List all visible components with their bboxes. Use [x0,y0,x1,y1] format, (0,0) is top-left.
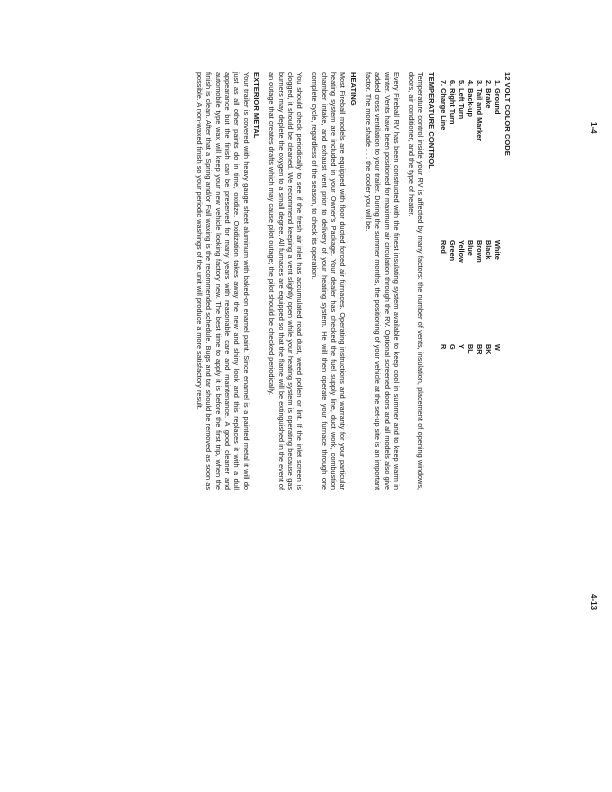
color-code-name: 2. Brake [483,80,493,109]
color-code-row [448,80,457,374]
color-code-abbrev: W [492,344,502,351]
color-code-name: 7. Charge Line [438,80,448,131]
color-code-color: Red [438,240,448,254]
color-code-abbrev: BL [465,344,475,354]
color-code-abbrev: Y [456,344,466,349]
color-code-name: 3. Tail and Marker [474,80,484,142]
color-code-name: 1. Ground [492,80,502,115]
temperature-paragraph-2: Every Fireball RV has been constructed with the finest insulating system available to keep cool in summer and to keep warm in winter. Vents have been positioned for maximum air circulation through the RV. Optional screened doors and all models also give added cross ventilation to your trailer. During the summer months, the positioning of your vehicle at the set-up site is an important factor. The more shade . . . the cooler you will be. [363,72,401,490]
color-code-heading: 12 VOLT COLOR CODE [503,72,512,156]
color-code-abbrev: BK [483,344,493,355]
color-code-row [466,80,475,374]
color-code-row [484,80,493,374]
color-code-row [457,80,466,374]
page-number-right: 4-13 [589,594,598,611]
color-code-row [439,80,448,374]
color-code-color: White [492,240,502,260]
color-code-name: 4. Back-up [465,80,475,117]
text-column [189,72,512,490]
color-code-color: Blue [465,240,475,256]
color-code-color: Brown [474,240,484,263]
exterior-heading: EXTERIOR METAL [251,72,261,139]
exterior-paragraph-1: Your trailer is covered with heavy gauge sheet aluminum with baked-on enamel paint. Since enamel is a painted metal it will do just as all other paints do in time, oxidize. Oxidization takes away the new and shiny look and this replaces it with a dull appearance but the finish can be preserved for many years with reasonable care and maintenance. A good cleaner and automobile type wax will keep your new vehicle looking factory new. The best time to apply it is before the first trip, when the finish is clean. After that a Spring and/or Fall waxing is the recommended schedule. Bugs and tar should be removed as soon as possible. A non-waxed finish so your periodic washings of the unit will produce a more satisfactory result. [195,72,251,490]
color-code-color: Green [447,240,457,262]
temperature-paragraph-1: Temperature control inside your RV is affected by many factors: the number of vents, insulation, placement of opening windows, doors, air conditioner, and the type of heater. [407,72,426,490]
color-code-abbrev: G [447,344,457,350]
color-code-table [439,80,502,374]
color-code-color: Black [483,240,493,260]
page-number-left: 1-4 [589,122,598,134]
color-code-abbrev: BR [474,344,484,355]
color-code-name: 6. Right Turn [447,80,457,125]
color-code-row [493,80,502,374]
color-code-color: Yellow [456,240,466,263]
heating-paragraph-2: You should check periodically to see if the fresh air inlet has accumulated road dust, weed pollen or lint. If the inlet screen is clogged, it should be cleaned. We recommend keeping a vent slightly open while your heating system is operating because gas burners may deplete the oxygen to a small degree. All furnaces are equipped so that the flame will be extinguished in the event of an outage that creates drafts which may cause pilot outage; the pilot should be checked periodically. [267,72,305,490]
color-code-name: 5. Left Turn [456,80,466,120]
heating-heading: HEATING [348,72,358,106]
color-code-abbrev: R [438,344,448,350]
temperature-heading: TEMPERATURE CONTROL [426,72,436,169]
heating-paragraph-1: Most Fireball models are equipped with floor ducted forced air furnaces. Operating instructions and warranty for your particular heating system are included in your Owner's Package. Your dealer has checked the fuel supply line, duct work, combustion chamber intake, and exhaust vent prior to delivery of your heating system. He will then operate your furnace through one complete cycle, regardless of the season, to check its operation. [310,72,348,490]
color-code-row [475,80,484,374]
